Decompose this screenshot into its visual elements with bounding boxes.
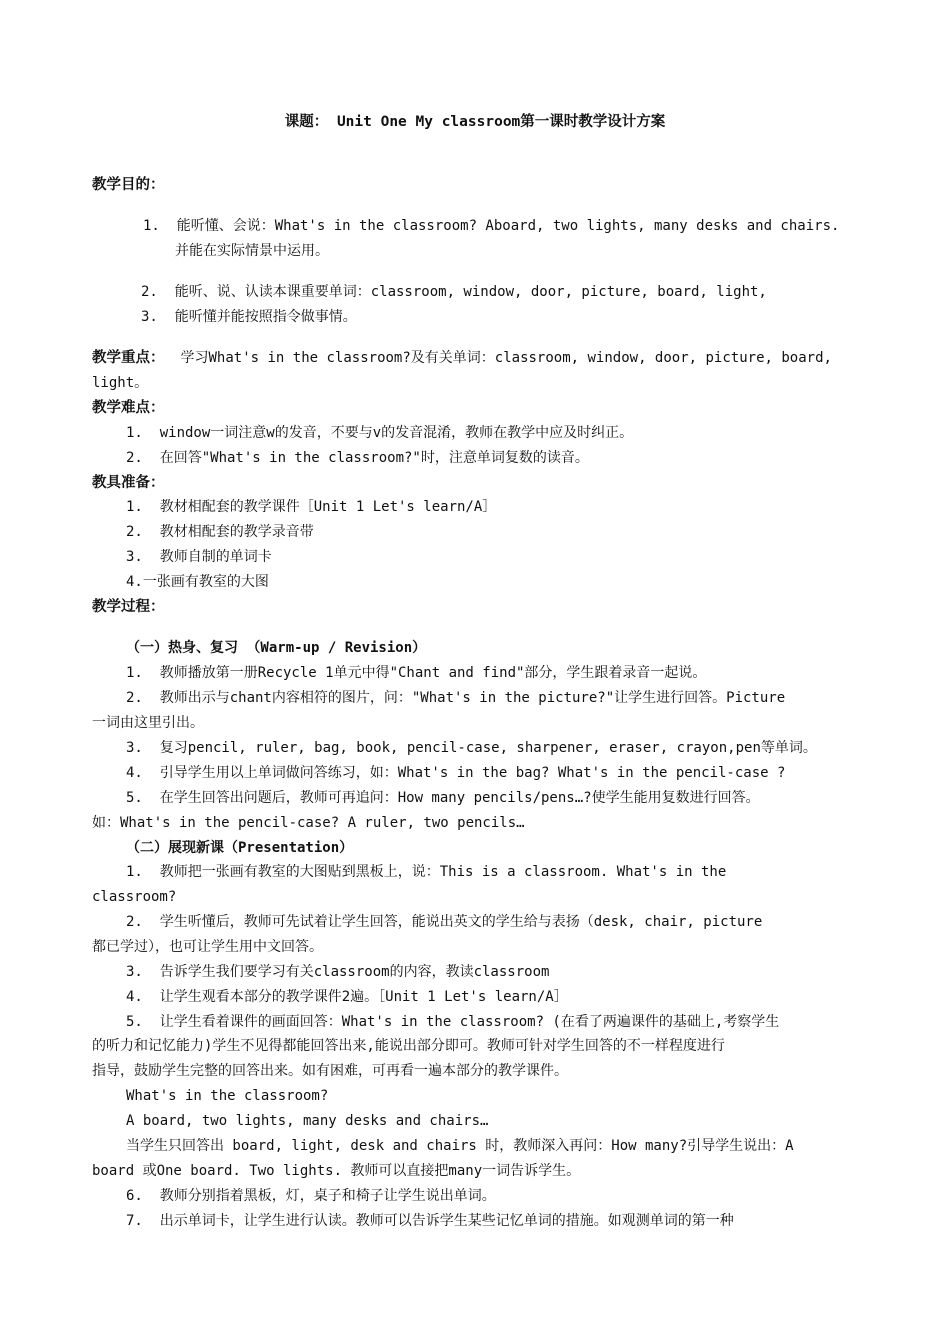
presentation-step-1: 1. 教师把一张画有教室的大图贴到黑板上，说：This is a classroom. What's in the xyxy=(126,864,727,880)
material-item-3: 3. 教师自制的单词卡 xyxy=(126,549,272,565)
presentation-heading: （二）展现新课（Presentation） xyxy=(126,840,354,856)
dialogue-answer: A board, two lights, many desks and chairs… xyxy=(126,1113,489,1129)
presentation-step-2-cont: 都已学过），也可让学生用中文回答。 xyxy=(92,939,323,955)
objective-item-3: 3. 能听懂并能按照指令做事情。 xyxy=(141,309,357,325)
presentation-step-1-cont: classroom? xyxy=(92,889,177,905)
presentation-step-7: 7. 出示单词卡，让学生进行认读。教师可以告诉学生某些记忆单词的措施。如观测单词的第一种 xyxy=(126,1213,734,1229)
warmup-step-3: 3. 复习pencil, ruler, bag, book, pencil-case, sharpener, eraser, crayon,pen等单词。 xyxy=(126,740,817,756)
presentation-step-4: 4. 让学生观看本部分的教学课件2遍。［Unit 1 Let's learn/A］ xyxy=(126,989,568,1005)
presentation-follow-up-cont: board 或One board. Two lights. 教师可以直接把many一词告诉学生。 xyxy=(92,1163,581,1179)
presentation-step-2: 2. 学生听懂后，教师可先试着让学生回答，能说出英文的学生给与表扬（desk, chair, picture xyxy=(126,914,763,930)
presentation-step-3: 3. 告诉学生我们要学习有关classroom的内容，教读classroom xyxy=(126,964,550,980)
objectives-heading: 教学目的： xyxy=(92,177,165,193)
dialogue-question: What's in the classroom? xyxy=(126,1088,329,1104)
material-item-2: 2. 教材相配套的教学录音带 xyxy=(126,524,314,540)
warmup-heading: （一）热身、复习 （Warm-up / Revision） xyxy=(126,640,427,656)
lesson-title: 课题： Unit One My classroom第一课时教学设计方案 xyxy=(284,114,666,130)
presentation-follow-up: 当学生只回答出 board, light, desk and chairs 时，教师深入再问：How many?引导学生说出：A xyxy=(126,1138,794,1154)
warmup-step-5-cont: 如：What's in the pencil-case? A ruler, two pencils… xyxy=(92,815,525,831)
warmup-step-4: 4. 引导学生用以上单词做问答练习，如：What's in the bag? What's in the pencil-case ? xyxy=(126,765,786,781)
objective-item-1: 1. 能听懂、会说：What's in the classroom? Aboard, two lights, many desks and chairs. xyxy=(143,218,840,234)
key-points-text: 学习What's in the classroom?及有关单词：classroom, window, door, picture, board, xyxy=(180,350,832,366)
materials-heading: 教具准备： xyxy=(92,475,165,491)
material-item-1: 1. 教材相配套的教学课件［Unit 1 Let's learn/A］ xyxy=(126,499,497,515)
presentation-step-6: 6. 教师分别指着黑板，灯，桌子和椅子让学生说出单词。 xyxy=(126,1188,496,1204)
key-points-line-2: light。 xyxy=(92,375,149,391)
presentation-step-5-cont-2: 指导，鼓励学生完整的回答出来。如有困难，可再看一遍本部分的教学课件。 xyxy=(92,1063,568,1079)
objective-item-2: 2. 能听、说、认读本课重要单词：classroom, window, door, picture, board, light, xyxy=(141,284,767,300)
warmup-step-2: 2. 教师出示与chant内容相符的图片，问："What's in the picture?"让学生进行回答。Picture xyxy=(126,690,786,706)
warmup-step-5: 5. 在学生回答出问题后，教师可再追问：How many pencils/pens…?使学生能用复数进行回答。 xyxy=(126,790,760,806)
objective-item-1-cont: 并能在实际情景中运用。 xyxy=(175,243,329,259)
process-heading: 教学过程： xyxy=(92,599,165,615)
material-item-4: 4.一张画有教室的大图 xyxy=(126,574,269,590)
presentation-step-5: 5. 让学生看着课件的画面回答：What's in the classroom? (在看了两遍课件的基础上,考察学生 xyxy=(126,1014,780,1030)
warmup-step-2-cont: 一词由这里引出。 xyxy=(92,715,204,731)
difficulties-heading: 教学难点： xyxy=(92,400,165,416)
difficulty-item-1: 1. window一词注意w的发音，不要与v的发音混淆，教师在教学中应及时纠正。 xyxy=(126,425,634,441)
key-points-heading: 教学重点： xyxy=(92,350,165,366)
difficulty-item-2: 2. 在回答"What's in the classroom?"时，注意单词复数的读音。 xyxy=(126,450,589,466)
warmup-step-1: 1. 教师播放第一册Recycle 1单元中得"Chant and find"部分，学生跟着录音一起说。 xyxy=(126,665,707,681)
key-points-line-1 xyxy=(92,346,832,370)
presentation-step-5-cont-1: 的听力和记忆能力)学生不见得都能回答出来,能说出部分即可。教师可针对学生回答的不一样程度进行 xyxy=(92,1038,725,1054)
